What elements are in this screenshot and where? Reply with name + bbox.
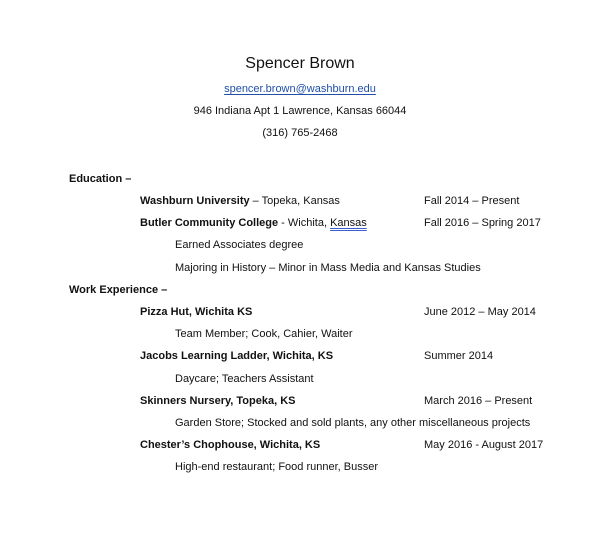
work-org: Chester’s Chophouse, Wichita, KS bbox=[140, 439, 321, 451]
spellcheck-flagged-word: Kansas bbox=[330, 217, 367, 229]
work-detail: Team Member; Cook, Cahier, Waiter bbox=[175, 328, 353, 340]
education-location: – Topeka, Kansas bbox=[249, 195, 340, 207]
email-link[interactable]: spencer.brown@washburn.edu bbox=[224, 83, 376, 95]
work-org: Jacobs Learning Ladder, Wichita, KS bbox=[140, 350, 334, 362]
work-org: Skinners Nursery, Topeka, KS bbox=[140, 395, 296, 407]
work-entry-jacobs bbox=[140, 350, 540, 362]
education-heading: Education – bbox=[69, 173, 132, 185]
education-entry-butler bbox=[140, 217, 540, 229]
work-dates: March 2016 – Present bbox=[424, 395, 533, 407]
work-entry-chesters bbox=[140, 439, 544, 451]
work-entry-pizza-hut bbox=[140, 306, 540, 318]
education-location: - Wichita, bbox=[278, 217, 331, 229]
work-dates: Summer 2014 bbox=[424, 350, 494, 362]
work-dates: June 2012 – May 2014 bbox=[424, 306, 536, 318]
education-org: Butler Community College bbox=[140, 217, 279, 229]
resume-name: Spencer Brown bbox=[245, 55, 355, 72]
education-detail: Majoring in History – Minor in Mass Media and Kansas Studies bbox=[175, 262, 481, 274]
education-detail: Earned Associates degree bbox=[175, 239, 304, 251]
education-dates: Fall 2016 – Spring 2017 bbox=[424, 217, 541, 229]
phone-line: (316) 765-2468 bbox=[262, 127, 338, 139]
work-detail: High-end restaurant; Food runner, Busser bbox=[175, 461, 379, 473]
education-org: Washburn University bbox=[140, 195, 250, 207]
address-line: 946 Indiana Apt 1 Lawrence, Kansas 66044 bbox=[193, 105, 407, 117]
work-heading: Work Experience – bbox=[69, 284, 168, 296]
work-dates: May 2016 - August 2017 bbox=[424, 439, 544, 451]
work-entry-skinners bbox=[140, 395, 540, 407]
work-org: Pizza Hut, Wichita KS bbox=[140, 306, 253, 318]
work-detail: Daycare; Teachers Assistant bbox=[175, 373, 314, 385]
education-dates: Fall 2014 – Present bbox=[424, 195, 520, 207]
education-entry-washburn bbox=[140, 195, 540, 207]
work-detail: Garden Store; Stocked and sold plants, any other miscellaneous projects bbox=[175, 417, 531, 429]
email-line bbox=[0, 83, 600, 95]
